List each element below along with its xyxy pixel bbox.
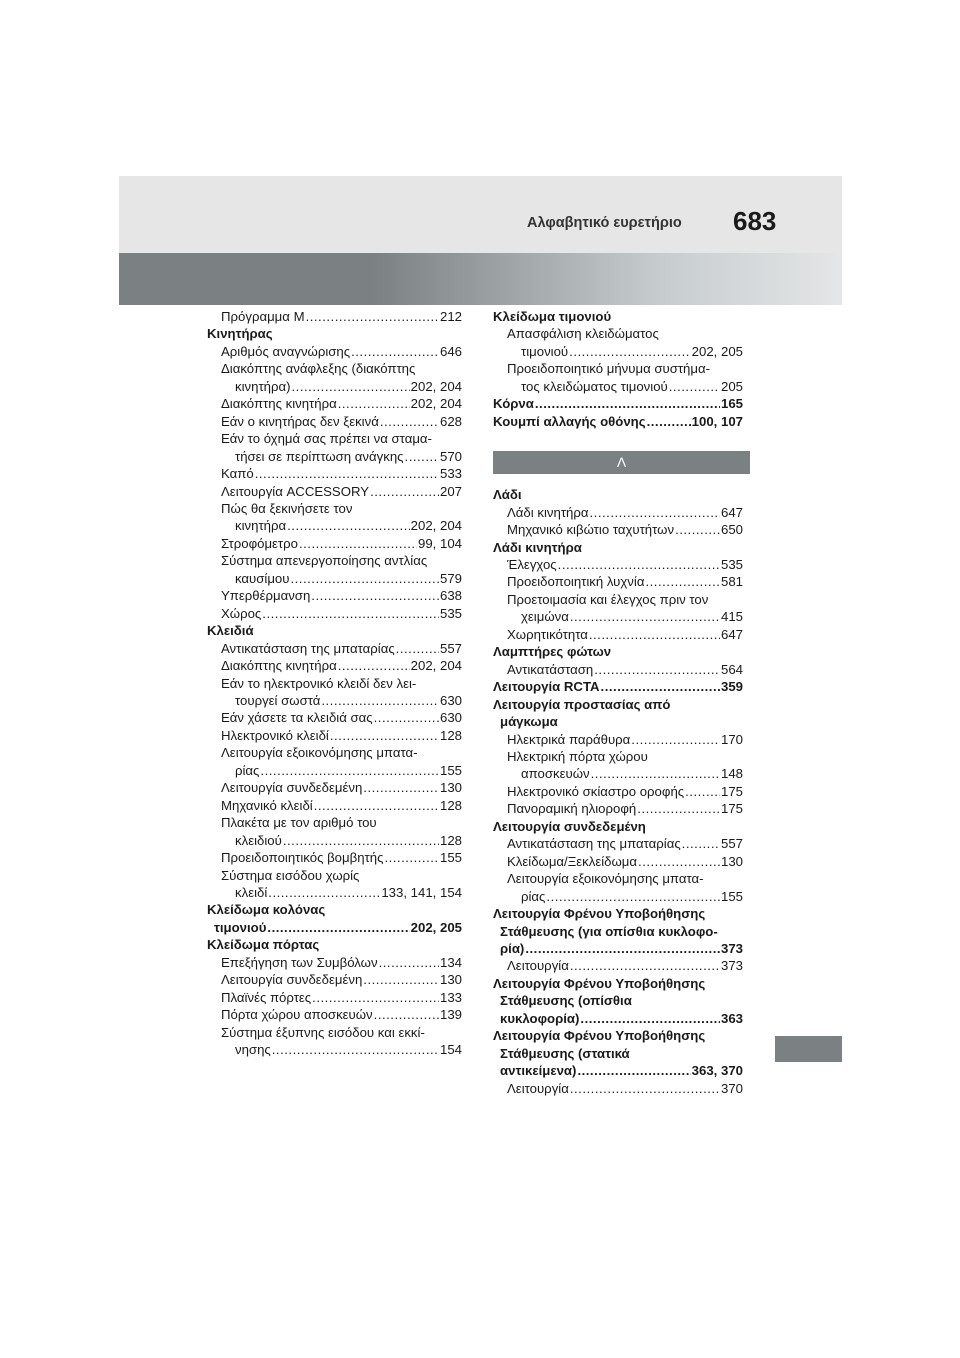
entry-pages: 373 [720,958,743,974]
index-entry [207,797,462,814]
index-heading [493,905,743,922]
dot-leader [267,919,409,936]
entry-term: Αντικατάσταση [507,661,594,677]
index-entry [207,814,462,831]
entry-term: Ηλεκτρονικό σκίαστρο οροφής [507,783,685,799]
dot-leader [312,989,439,1006]
entry-pages: 205 [720,378,743,394]
index-entry [493,853,743,870]
index-heading [207,936,462,953]
index-entry [493,573,743,590]
index-entry [493,800,743,817]
entry-term: Ηλεκτρικά παράθυρα [507,731,631,747]
index-entry [207,308,462,325]
entry-term: Διακόπτης κινητήρα [221,658,337,674]
dot-leader [351,343,439,360]
index-heading [493,1027,743,1044]
dot-leader [338,395,410,412]
index-entry [493,748,743,765]
entry-pages: 570 [439,448,462,464]
dot-leader [631,731,720,748]
entry-pages: 630 [439,692,462,708]
index-entry [207,465,462,482]
index-entry [493,835,743,852]
index-entry [493,957,743,974]
dot-leader [570,608,720,625]
dot-leader [374,1006,439,1023]
entry-pages: 155 [439,850,462,866]
entry-pages: 202, 205 [410,919,462,935]
entry-term: Λάδι [493,487,522,503]
entry-pages: 175 [720,801,743,817]
dot-leader [338,657,410,674]
entry-pages: 647 [720,504,743,520]
entry-pages: 207 [439,483,462,499]
entry-pages: 557 [439,640,462,656]
entry-term: μάγκωμα [500,714,558,730]
entry-term: αντικείμενα) [500,1063,577,1079]
entry-term: Λειτουργία προστασίας από [493,696,671,712]
entry-term: Πλαϊνές πόρτες [221,989,312,1005]
index-heading [493,539,743,556]
index-heading [493,643,743,660]
entry-term: Υπερθέρμανση [221,588,311,604]
entry-term: Λειτουργία [507,1080,569,1096]
index-entry [207,500,462,517]
entry-term: Πανοραμική ηλιοροφή [507,801,637,817]
entry-pages: 647 [720,626,743,642]
dot-leader [675,521,720,538]
index-entry [207,552,462,569]
entry-pages: 134 [439,954,462,970]
entry-pages: 139 [439,1007,462,1023]
index-entry [207,378,462,395]
index-heading [493,696,743,713]
entry-pages: 99, 104 [418,535,462,551]
index-heading [493,923,743,940]
dot-leader [292,378,410,395]
index-heading [493,1010,743,1027]
entry-term: Λειτουργία Φρένου Υποβοήθησης [493,1028,706,1044]
entry-term: Στάθμευσης (οπίσθια [500,993,632,1009]
index-entry [493,378,743,395]
entry-pages: 202, 204 [410,658,462,674]
dot-leader [255,465,439,482]
entry-term: χειμώνα [521,609,569,625]
index-column-left [207,308,462,1058]
index-entry [207,517,462,534]
dot-leader [589,626,720,643]
entry-term: Εάν χάσετε τα κλειδιά σας [221,710,373,726]
dot-leader [638,853,720,870]
entry-term: ρίας [521,888,546,904]
dot-leader [321,692,439,709]
page-number: 683 [733,206,777,236]
index-group-lambda [493,486,743,1097]
entry-term: τος κλειδώματος τιμονιού [521,378,668,394]
entry-term: Πώς θα ξεκινήσετε τον [221,500,353,516]
index-entry [493,504,743,521]
entry-term: αποσκευών [521,766,590,782]
entry-term: Ηλεκτρική πόρτα χώρου [507,748,648,764]
entry-pages: 638 [439,588,462,604]
dot-leader [290,570,439,587]
entry-pages: 646 [439,343,462,359]
index-entry [207,1024,462,1041]
index-entry [493,870,743,887]
index-entry [207,884,462,901]
index-entry [493,626,743,643]
index-entry [207,762,462,779]
entry-term: Σύστημα εισόδου χωρίς [221,867,360,883]
dot-leader [669,378,720,395]
entry-term: Στάθμευσης (στατικά [500,1045,630,1061]
entry-pages: 212 [439,309,462,324]
entry-term: Χώρος [221,605,262,621]
dot-leader [380,413,439,430]
entry-term: Πρόγραμμα M [221,309,305,324]
index-entry [207,954,462,971]
index-heading [493,678,743,695]
dot-leader [594,661,720,678]
entry-term: Λειτουργία Φρένου Υποβοήθησης [493,906,706,922]
dot-leader [370,483,439,500]
entry-pages: 533 [439,466,462,482]
index-column-right [493,308,743,1097]
index-entry [207,832,462,849]
entry-term: Προετοιμασία και έλεγχος πριν τον [507,591,709,607]
dot-leader [268,884,380,901]
entry-term: κυκλοφορία) [500,1010,580,1026]
entry-term: Λάδι κινητήρα [507,504,589,520]
index-entry [207,1041,462,1058]
entry-term: Λαμπτήρες φώτων [493,644,612,660]
entry-term: Χωρητικότητα [507,626,588,642]
index-entry [493,325,743,342]
index-entry [493,360,743,377]
entry-term: Ηλεκτρονικό κλειδί [221,727,329,743]
dot-leader [570,957,720,974]
dot-leader [682,835,720,852]
entry-term: καυσίμου [235,570,290,586]
entry-pages: 415 [720,609,743,625]
entry-term: Εάν το ηλεκτρονικό κλειδί δεν λει- [221,675,417,691]
entry-term: Λειτουργία συνδεδεμένη [221,780,363,796]
entry-term: Στροφόμετρο [221,535,298,551]
entry-pages: 202, 205 [691,343,743,359]
index-entry [207,657,462,674]
index-entry [207,587,462,604]
entry-term: τιμονιού [521,343,569,359]
index-heading [493,413,743,430]
entry-pages: 100, 107 [691,413,743,429]
section-letter-header: Λ [493,451,750,474]
entry-pages: 373 [720,940,743,956]
dot-leader [306,308,439,325]
index-entry [493,521,743,538]
entry-term: Εάν το όχημά σας πρέπει να σταμα- [221,431,432,447]
entry-term: Κινητήρας [207,326,273,342]
index-entry [207,971,462,988]
entry-pages: 581 [720,574,743,590]
dot-leader [601,678,720,695]
index-heading [207,919,462,936]
entry-term: Λάδι κινητήρα [493,539,582,555]
entry-pages: 130 [439,972,462,988]
dot-leader [525,940,720,957]
dot-leader [558,556,720,573]
entry-term: κλειδιού [235,832,282,848]
dot-leader [363,971,439,988]
dot-leader [287,517,410,534]
index-heading [493,975,743,992]
entry-term: Κόρνα [493,396,534,412]
index-entry [207,430,462,447]
index-heading [493,940,743,957]
running-title: Αλφαβητικό ευρετήριο [527,215,682,231]
dot-leader [396,640,439,657]
index-entry [207,640,462,657]
dot-leader [379,954,439,971]
entry-term: Αντικατάσταση της μπαταρίας [221,640,395,656]
entry-term: Κλείδωμα πόρτας [207,937,320,953]
index-entry [493,765,743,782]
entry-term: ρία) [500,940,525,956]
dot-leader [645,573,720,590]
index-entry [207,605,462,622]
entry-term: Αντικατάσταση της μπαταρίας [507,836,681,852]
entry-pages: 165 [720,396,743,412]
dot-leader [591,765,720,782]
entry-pages: 370 [720,1080,743,1096]
index-entry [207,343,462,360]
dot-leader [363,779,439,796]
index-entry [493,343,743,360]
entry-term: Σύστημα απενεργοποίησης αντλίας [221,553,428,569]
index-heading [493,713,743,730]
index-entry [493,661,743,678]
dot-leader [590,504,720,521]
entry-pages: 202, 204 [410,518,462,534]
entry-term: Καπό [221,466,254,482]
entry-pages: 155 [439,762,462,778]
entry-pages: 133, 141, 154 [381,884,462,900]
entry-pages: 133 [439,989,462,1005]
entry-term: Λειτουργία εξοικονόμησης μπατα- [507,871,704,887]
entry-pages: 564 [720,661,743,677]
index-heading [493,308,743,325]
entry-term: Προειδοποιητικό μήνυμα συστήμα- [507,361,711,377]
index-heading [493,992,743,1009]
index-entry [207,535,462,552]
entry-pages: 363, 370 [691,1063,743,1079]
entry-term: Εάν ο κινητήρας δεν ξεκινά [221,413,379,429]
index-heading [493,818,743,835]
dot-leader [569,343,691,360]
index-entry [207,849,462,866]
entry-pages: 579 [439,570,462,586]
header-gradient-bar [119,253,842,305]
dot-leader [374,709,439,726]
index-heading [493,1045,743,1062]
dot-leader [311,587,439,604]
dot-leader [647,413,691,430]
entry-term: Κουμπί αλλαγής οθόνης [493,413,646,429]
dot-leader [299,535,417,552]
entry-term: Πόρτα χώρου αποσκευών [221,1007,373,1023]
entry-pages: 154 [439,1042,462,1058]
index-entry [493,1080,743,1097]
dot-leader [314,797,439,814]
index-entry [207,448,462,465]
dot-leader [272,1041,439,1058]
entry-term: Λειτουργία RCTA [493,679,600,695]
index-entry [493,556,743,573]
entry-term: Σύστημα έξυπνης εισόδου και εκκί- [221,1024,425,1040]
index-entry [207,483,462,500]
entry-term: Κλείδωμα/Ξεκλείδωμα [507,853,638,869]
entry-pages: 535 [720,556,743,572]
entry-pages: 128 [439,727,462,743]
entry-pages: 128 [439,832,462,848]
entry-term: Λειτουργία συνδεδεμένη [493,818,646,834]
entry-pages: 359 [720,679,743,695]
index-heading [493,1062,743,1079]
entry-term: Προειδοποιητικός βομβητής [221,850,384,866]
entry-pages: 630 [439,710,462,726]
index-entry [493,888,743,905]
entry-pages: 535 [439,605,462,621]
entry-term: Στάθμευσης (για οπίσθια κυκλοφο- [500,923,718,939]
index-entry [493,783,743,800]
entry-term: Αριθμός αναγνώρισης [221,343,351,359]
dot-leader [262,605,439,622]
index-entry [207,709,462,726]
entry-term: Κλειδιά [207,623,254,639]
entry-term: Διακόπτης κινητήρα [221,396,337,412]
entry-term: Μηχανικό κλειδί [221,797,313,813]
entry-pages: 148 [720,766,743,782]
entry-term: Λειτουργία ACCESSORY [221,483,370,499]
index-heading [207,901,462,918]
index-entry [493,608,743,625]
section-thumb-tab [775,1036,842,1062]
entry-term: Απασφάλιση κλειδώματος [507,326,659,342]
entry-term: τουργεί σωστά [235,692,321,708]
entry-pages: 155 [720,888,743,904]
index-entry [207,779,462,796]
index-entry [207,692,462,709]
entry-pages: 202, 204 [410,396,462,412]
index-entry [207,744,462,761]
dot-leader [577,1062,690,1079]
index-heading [493,395,743,412]
entry-term: ρίας [235,762,260,778]
index-entry [207,867,462,884]
entry-pages: 557 [720,836,743,852]
index-entry [493,731,743,748]
entry-pages: 128 [439,797,462,813]
index-entry [207,675,462,692]
index-entry [493,591,743,608]
entry-pages: 363 [720,1010,743,1026]
index-heading [493,486,743,503]
entry-pages: 650 [720,522,743,538]
entry-term: νησης [235,1042,271,1058]
entry-pages: 170 [720,731,743,747]
index-entry [207,570,462,587]
entry-pages: 202, 204 [410,378,462,394]
dot-leader [384,849,439,866]
entry-term: τιμονιού [214,919,267,935]
dot-leader [260,762,439,779]
index-group-k-continued [493,308,743,430]
entry-term: Μηχανικό κιβώτιο ταχυτήτων [507,522,675,538]
index-entry [207,395,462,412]
entry-pages: 628 [439,413,462,429]
entry-term: τήσει σε περίπτωση ανάγκης [235,448,404,464]
entry-term: κινητήρα [235,518,287,534]
entry-term: Πλακέτα με τον αριθμό του [221,815,377,831]
dot-leader [330,727,439,744]
entry-term: κινητήρα) [235,378,291,394]
entry-term: Επεξήγηση των Συμβόλων [221,954,378,970]
dot-leader [546,888,720,905]
index-entry [207,1006,462,1023]
entry-term: κλειδί [235,884,268,900]
dot-leader [283,832,439,849]
entry-term: Προειδοποιητική λυχνία [507,574,645,590]
entry-pages: 130 [720,853,743,869]
entry-pages: 175 [720,783,743,799]
entry-term: Κλείδωμα κολόνας [207,902,326,918]
dot-leader [685,783,720,800]
entry-term: Λειτουργία συνδεδεμένη [221,972,363,988]
index-heading [207,622,462,639]
entry-term: Λειτουργία [507,958,569,974]
dot-leader [580,1010,720,1027]
entry-term: Λειτουργία εξοικονόμησης μπατα- [221,745,418,761]
dot-leader [405,448,439,465]
index-entry [207,989,462,1006]
index-entry [207,360,462,377]
index-heading [207,325,462,342]
index-entry [207,413,462,430]
entry-term: Λειτουργία Φρένου Υποβοήθησης [493,975,706,991]
index-entry [207,727,462,744]
dot-leader [570,1080,720,1097]
dot-leader [535,395,720,412]
dot-leader [637,800,720,817]
entry-pages: 130 [439,780,462,796]
entry-term: Έλεγχος [507,556,557,572]
entry-term: Κλείδωμα τιμονιού [493,309,612,324]
entry-term: Διακόπτης ανάφλεξης (διακόπτης [221,361,416,377]
